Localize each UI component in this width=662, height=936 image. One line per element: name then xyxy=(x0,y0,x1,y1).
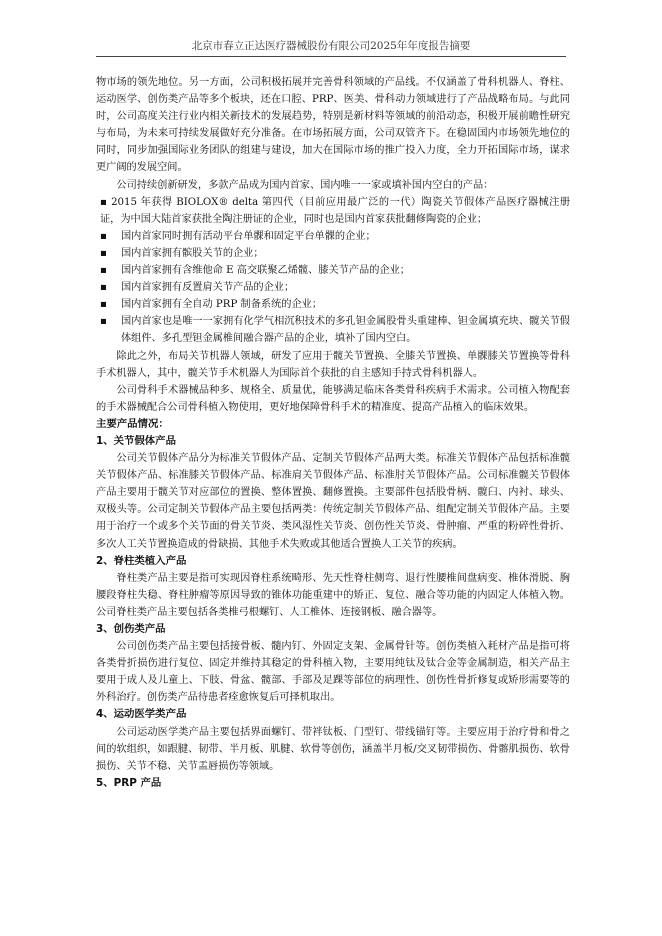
bullet-text: 2015 年获得 BIOLOX® delta 第四代（目前应用最广泛的一代）陶瓷关节假体产品医疗器械注册证，为中国大陆首家获批全陶注册证的企业，同时也是国内首家获批翻修陶瓷的企业； xyxy=(100,196,570,225)
bullet-item-ceramic: ▪ 2015 年获得 BIOLOX® delta 第四代（目前应用最广泛的一代）陶瓷关节假体产品医疗器械注册证，为中国大陆首家获批全陶注册证的企业，同时也是国内首家获批翻修陶瓷的企业； xyxy=(100,196,570,225)
paragraph-continuation: 物市场的领先地位。另一方面，公司积极拓展并完善骨科领域的产品线。不仅涵盖了骨科机器人、脊柱、运动医学、创伤类产品等多个板块，还在口腔、PRP、医美、骨科动力领域进行了产品战略布局。与此同时，公司高度关注行业内相关新技术的发展趋势，特别是新材料等领域的前沿动态，积极开展前瞻性研究与布局，为未来可持续发展做好充分准备。在市场拓展方面，公司双管齐下。在稳固国内市场领先地位的同时，同步加强国际业务团队的组建与建设，加大在国际市场的推广投入力度，全力开拓国际市场，谋求更广阔的发展空间。 xyxy=(96,77,570,174)
section-body-spine: 脊柱类产品主要是指可实现因脊柱系统畸形、先天性脊柱侧弯、退行性腰椎间盘病变、椎体滑脱、胸腰段脊柱失稳、脊柱肿瘤等原因导致的锥体功能重建中的矫正、复位、融合等功能的内固定人体植入物。公司脊柱类产品主要包括各类椎弓根螺钉、人工椎体、连接钢板、融合器等。 xyxy=(96,572,570,618)
list-item: ▪ 国内首家拥有含维他命 E 高交联聚乙烯髋、膝关节产品的企业； xyxy=(96,262,570,279)
section-body-joint: 公司关节假体产品分为标准关节假体产品、定制关节假体产品两大类。标准关节假体产品包括标准髋关节假体产品、标准膝关节假体产品、标准肩关节假体产品、标准肘关节假体产品。公司标准髋关节假体产品主要用于髋关节对应部位的置换、整体置换、翻修置换。主要部件包括股骨柄、髋臼、内衬、球头、双极头等。公司定制关节假体产品主要包括两类：传统定制关节假体产品、组配定制关节假体产品。主要用于治疗一个或多个关节面的骨关节炎、类风湿性关节炎、创伤性关节炎、骨肿瘤、严重的粉碎性骨折、多次人工关节置换造成的骨缺损、其他手术失败或其他适合置换人工关节的疾病。 xyxy=(96,453,570,550)
list-item: ▪ 国内首家拥有全自动 PRP 制备系统的企业； xyxy=(96,296,570,313)
list-item: ▪ 国内首家拥有髌股关节的企业； xyxy=(96,245,570,262)
section-body-trauma: 公司创伤类产品主要包括接骨板、髓内钉、外固定支架、金属骨针等。创伤类植入耗材产品是指可将各类骨折损伤进行复位、固定并维持其稳定的骨科植入物，主要用纯钛及钛合金等金属制造，相关产品主要用于成人及儿童上、下肢、骨盆、髋部、手部及足踝等部位的病理性、创伤性骨折修复或矫形需要等的外科治疗。创伤类产品待患者痊愈恢复后可择机取出。 xyxy=(96,641,570,704)
list-item: ▪ 国内首家拥有反置肩关节产品的企业； xyxy=(96,279,570,296)
paragraph-instruments: 公司骨科手术器械品种多、规格全、质量优，能够满足临床各类骨科疾病手术需求。公司植入物配套的手术器械配合公司骨科植入物使用，更好地保障骨科手术的精准度、提高产品植入的临床效果。 xyxy=(96,384,570,413)
section-body-sports: 公司运动医学类产品主要包括界面螺钉、带袢钛板、门型钉、带线锚钉等。主要应用于治疗骨和骨之间的软组织，如跟腱、韧带、半月板、肌腱、软骨等创伤，涵盖半月板/交叉韧带损伤、骨髂肌损伤、软骨损伤、关节不稳、关节盂唇损伤等领域。 xyxy=(96,726,570,772)
page-content xyxy=(96,74,570,792)
paragraph-robotics: 除此之外，布局关节机器人领域，研发了应用于髋关节置换、全膝关节置换、单髁膝关节置换等骨科手术机器人，其中，髋关节手术机器人为国际首个获批的自主感知手持式骨科机器人。 xyxy=(96,350,570,379)
innovation-bullet-list xyxy=(96,228,570,348)
section-title-trauma: 3、创伤类产品 xyxy=(96,623,166,635)
list-item: ▪ 国内首家同时拥有活动平台单髁和固定平台单髁的企业； xyxy=(96,228,570,245)
list-item: ▪ 国内首家也是唯一一家拥有化学气相沉积技术的多孔钽金属股骨头重建棒、钽金属填充块、髋关节假体组件、多孔型钽金属椎间融合器产品的企业，填补了国内空白。 xyxy=(96,313,570,347)
page-header: 北京市春立正达医疗器械股份有限公司2025年年度报告摘要 xyxy=(96,38,566,57)
section-title-spine: 2、脊柱类植入产品 xyxy=(96,554,187,567)
section-title-joint: 1、关节假体产品 xyxy=(96,434,176,447)
paragraph-innovation-intro: 公司持续创新研发，多款产品成为国内首家、国内唯一一家或填补国内空白的产品： xyxy=(116,179,494,191)
main-products-heading: 主要产品情况： xyxy=(96,417,169,430)
section-title-sports: 4、运动医学类产品 xyxy=(96,708,187,721)
section-title-prp: 5、PRP 产品 xyxy=(96,776,162,789)
